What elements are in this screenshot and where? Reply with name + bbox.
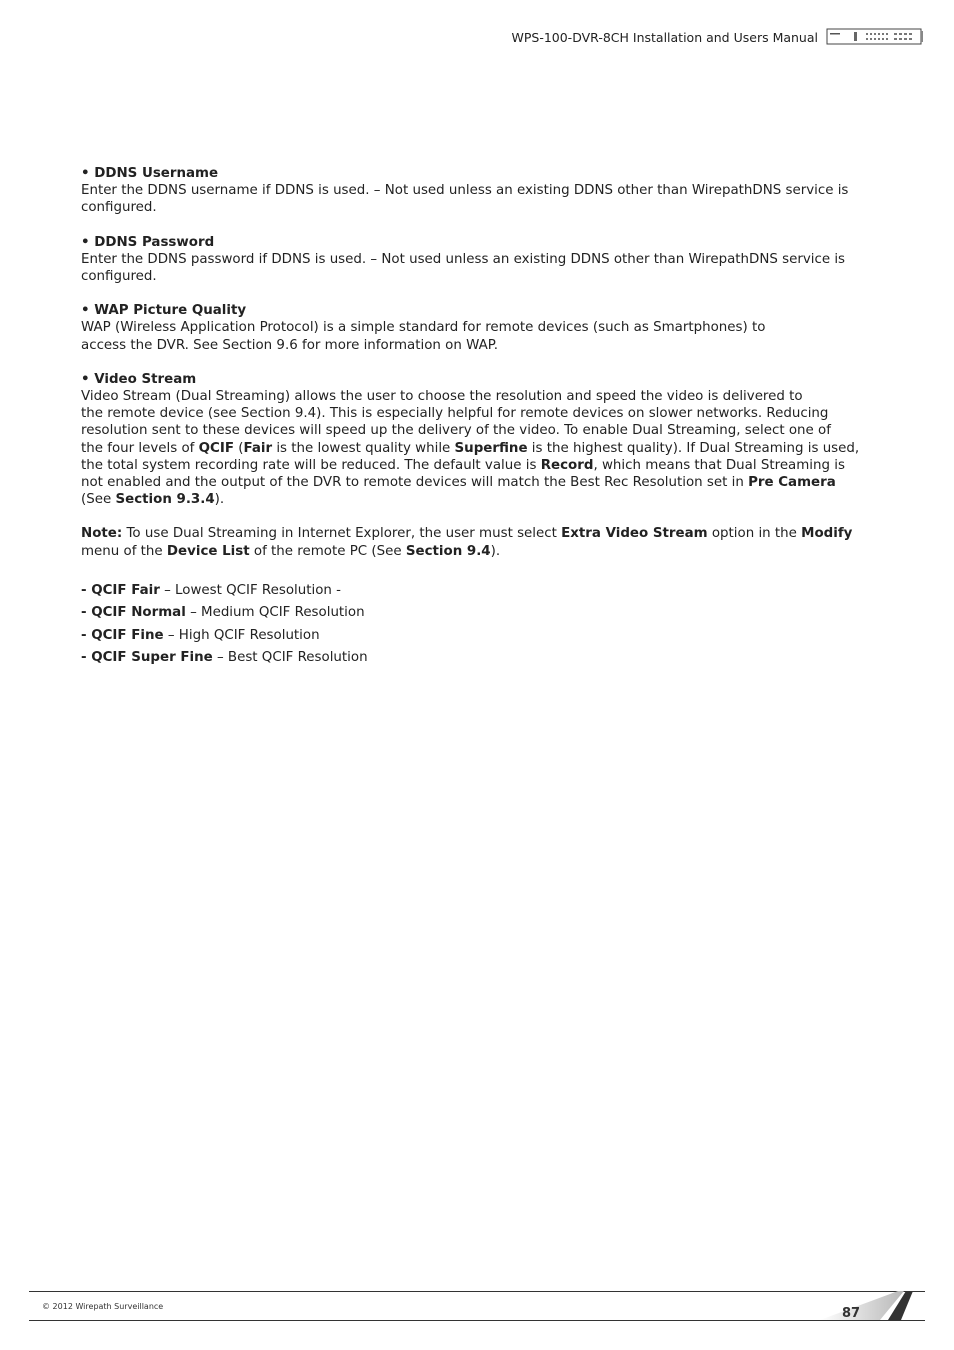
list-item [81,604,866,621]
section-body-line [81,440,866,457]
term-pre-camera: Pre Camera [748,475,836,491]
list-item-desc: – Best QCIF Resolution [212,650,368,666]
note-line [81,525,866,542]
text: , which means that Dual Streaming is [593,457,845,473]
section-body-line: Video Stream (Dual Streaming) allows the user to choose the resolution and speed the video is delivered to [81,389,803,405]
qcif-level-list [81,582,866,666]
text: of the remote PC (See [249,543,406,559]
section-body-line: access the DVR. See Section 9.6 for more information on WAP. [81,337,498,353]
section-ddns-username [81,165,866,217]
term-record: Record [540,457,594,473]
note-line [81,543,866,560]
text: not enabled and the output of the DVR to remote devices will match the Best Rec Resolution set in [81,475,749,491]
list-item-desc: – High QCIF Resolution [163,627,320,643]
section-title: • DDNS Username [81,166,219,181]
section-video-stream [81,371,866,509]
text: menu of the [81,543,167,559]
list-item-desc: – Lowest QCIF Resolution - [159,582,341,598]
section-body-line: WAP (Wireless Application Protocol) is a simple standard for remote devices (such as Smartphones) to [81,320,766,336]
section-ddns-password [81,234,866,286]
list-item-name: - QCIF Fine [81,627,164,643]
term-modify: Modify [801,526,853,542]
section-wap-picture-quality [81,302,866,354]
text: is the highest quality). If Dual Streaming is used, [527,440,860,456]
list-item [81,649,866,666]
text: the four levels of [81,440,199,456]
note-label: Note: [81,526,123,542]
section-title: • WAP Picture Quality [81,303,247,319]
text: ( [233,440,244,456]
section-body-line [81,457,866,474]
text: is the lowest quality while [272,440,455,456]
section-title: • Video Stream [81,371,197,387]
section-body-line: the remote device (see Section 9.4). This is especially helpful for remote devices on slower networks. Reducing [81,406,829,422]
section-body-line [81,474,866,491]
list-item [81,627,866,644]
note-block [81,525,866,559]
page-content [81,165,866,671]
text: the total system recording rate will be reduced. The default value is [81,457,541,473]
copyright: © 2012 Wirepath Surveillance [42,1302,164,1311]
list-item [81,582,866,599]
section-body-line [81,491,866,508]
text: ). [214,492,225,508]
term-extra-video-stream: Extra Video Stream [561,526,708,542]
section-body: Enter the DDNS username if DDNS is used. – Not used unless an existing DDNS other than WirepathDNS service is configured. [81,183,849,216]
section-body: Enter the DDNS password if DDNS is used. – Not used unless an existing DDNS other than WirepathDNS service is configured. [81,251,846,285]
list-item-name: - QCIF Fair [81,582,160,598]
section-body-line: resolution sent to these devices will speed up the delivery of the video. To enable Dual Streaming, select one of [81,423,831,439]
section-title: • DDNS Password [81,234,215,250]
list-item-name: - QCIF Normal [81,605,186,621]
term-superfine: Superfine [454,440,528,456]
page-number: 87 [842,1306,861,1321]
footer-bottom-rule [29,1320,925,1321]
dvr-device-icon [826,28,924,46]
list-item-name: - QCIF Super Fine [81,650,213,666]
text: To use Dual Streaming in Internet Explorer, the user must select [122,526,562,542]
term-section-ref: Section 9.3.4 [115,492,215,508]
term-qcif: QCIF [198,440,234,456]
term-device-list: Device List [166,543,250,559]
text: (See [81,492,116,508]
term-fair: Fair [243,440,273,456]
list-item-desc: – Medium QCIF Resolution [185,605,365,621]
manual-title: WPS-100-DVR-8CH Installation and Users Manual [511,30,818,45]
term-section-ref: Section 9.4 [405,543,491,559]
text: ). [490,543,501,559]
text: option in the [707,526,802,542]
